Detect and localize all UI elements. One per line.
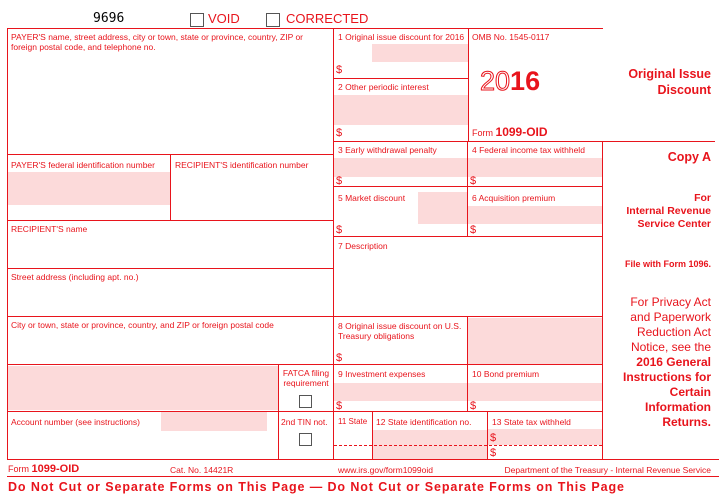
- box6-dollar: $: [470, 224, 477, 236]
- box1-dollar: $: [336, 64, 343, 76]
- corrected-label: CORRECTED: [286, 11, 369, 26]
- box5-dollar: $: [336, 224, 343, 236]
- box10-dollar: $: [470, 400, 477, 412]
- box4-dollar: $: [470, 175, 477, 187]
- city-label: City or town, state or province, country, and ZIP or foreign postal code: [11, 320, 274, 330]
- box13-field[interactable]: [488, 429, 602, 445]
- payer-name-label: PAYER'S name, street address, city or town, state or province, country, ZIP or foreign postal code, and telephone no.: [11, 32, 304, 52]
- second-tin-label: 2nd TIN not.: [281, 417, 328, 427]
- street-address-label: Street address (including apt. no.): [11, 272, 139, 282]
- account-number-label: Account number (see instructions): [11, 417, 140, 427]
- void-checkbox[interactable]: [190, 13, 204, 27]
- box13-dollar-2: $: [490, 447, 497, 459]
- tax-year-bold: 16: [510, 66, 541, 96]
- irs-url[interactable]: www.irs.gov/form1099oid: [338, 465, 433, 475]
- box10-field[interactable]: [468, 383, 602, 401]
- box13-label: 13 State tax withheld: [492, 417, 571, 427]
- box2-field[interactable]: [334, 95, 468, 125]
- box4-field[interactable]: [468, 158, 602, 177]
- recipient-name-field[interactable]: [8, 366, 278, 410]
- box3-label: 3 Early withdrawal penalty: [338, 145, 437, 155]
- omb-form-name: Form 1099-OID: [472, 125, 548, 139]
- box5-field[interactable]: [418, 192, 467, 224]
- box1-field[interactable]: [372, 44, 468, 62]
- box6-label: 6 Acquisition premium: [472, 193, 556, 203]
- box8-dollar: $: [336, 352, 343, 364]
- footer-form-name: Form 1099-OID: [8, 463, 80, 475]
- box5-label: 5 Market discount: [338, 193, 406, 203]
- box9-field[interactable]: [334, 383, 467, 401]
- recipient-id-label: RECIPIENT'S identification number: [175, 160, 309, 170]
- box7-label: 7 Description: [338, 241, 388, 251]
- file-with: File with Form 1096.: [624, 259, 711, 269]
- box4-label: 4 Federal income tax withheld: [472, 145, 585, 155]
- box3-dollar: $: [336, 175, 343, 187]
- payer-fed-id-label: PAYER'S federal identification number: [11, 160, 155, 170]
- second-tin-checkbox[interactable]: [299, 433, 312, 446]
- tax-year-outline: 20: [480, 66, 511, 96]
- box11-label: 11 State: [338, 417, 368, 426]
- box10-label: 10 Bond premium: [472, 369, 540, 379]
- tax-year: [480, 66, 540, 96]
- box9-label: 9 Investment expenses: [338, 369, 426, 379]
- recipient-name-label: RECIPIENT'S name: [11, 224, 88, 234]
- void-label: VOID: [208, 11, 240, 26]
- fatca-label: FATCA filing requirement: [282, 368, 330, 388]
- box8-field[interactable]: [468, 318, 602, 364]
- omb-number: OMB No. 1545-0117: [472, 32, 550, 42]
- form-code: 9696: [93, 11, 125, 26]
- payer-fed-id-field[interactable]: [8, 172, 170, 205]
- box2-label: 2 Other periodic interest: [338, 82, 429, 92]
- copy-label: Copy A: [667, 150, 711, 164]
- box1-label: 1 Original issue discount for 2016: [338, 32, 465, 42]
- box8-label: 8 Original issue discount on U.S. Treasury obligations: [338, 321, 462, 341]
- box9-dollar: $: [336, 400, 343, 412]
- box13-dollar-1: $: [490, 432, 497, 444]
- form-title: Original Issue Discount: [628, 67, 711, 97]
- do-not-cut-banner: Do Not Cut or Separate Forms on This Page — Do Not Cut or Separate Forms on This Page: [8, 480, 625, 494]
- box6-field[interactable]: [468, 206, 602, 224]
- account-number-field[interactable]: [161, 412, 267, 431]
- fatca-checkbox[interactable]: [299, 395, 312, 408]
- cat-number: Cat. No. 14421R: [170, 465, 234, 475]
- box3-field[interactable]: [334, 158, 467, 177]
- department: Department of the Treasury - Internal Revenue Service: [504, 465, 711, 475]
- privacy-notice: For Privacy Act and Paperwork Reduction Act Notice, see the 2016 General Instructions for Certain Information Returns.: [622, 295, 711, 429]
- corrected-checkbox[interactable]: [266, 13, 280, 27]
- box2-dollar: $: [336, 127, 343, 139]
- irs-copy-info: For Internal Revenue Service Center: [626, 192, 711, 230]
- box12-label: 12 State identification no.: [376, 417, 472, 427]
